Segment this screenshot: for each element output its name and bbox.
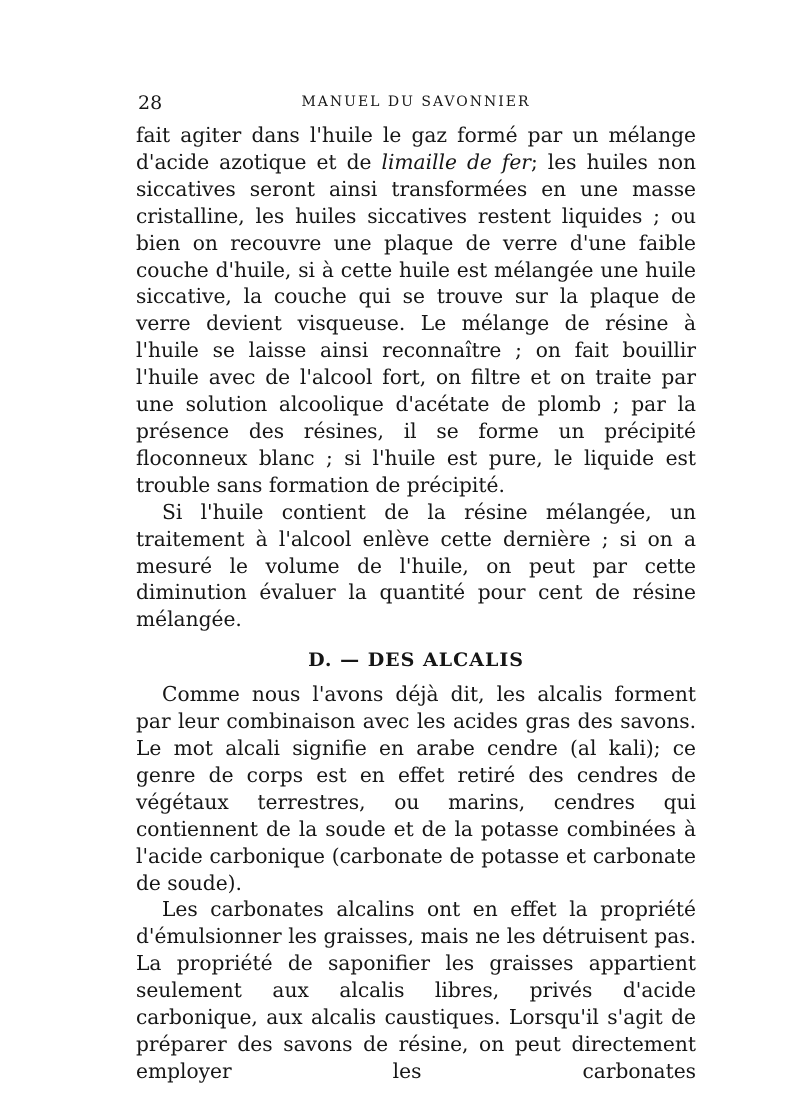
section-heading: D. — DES ALCALIS (308, 649, 524, 672)
italic-term-limaille-de-fer: limaille de fer (381, 149, 531, 174)
paragraph-oil-tests-part-1: fait agiter dans l'huile le gaz formé par un mélange d'acide azotique et de (136, 123, 696, 174)
paragraph-resin-measure: Si l'huile contient de la résine mélangée, un traitement à l'alcool enlève cette dernière ; si on a mesuré le volume de l'huile, on peut par cette diminution évaluer la quantité pour cent de résine mélangée. (136, 499, 696, 632)
paragraph-alkalis-intro: Comme nous l'avons déjà dit, les alcalis forment par leur combinaison avec les acides gras des savons. Le mot alcali signifie en arabe cendre (al kali); ce genre de corps est en effet retiré des cendres de végétaux terrestres, ou marins, cendres qui contiennent de la soude et de la potasse combinées à l'acide carbonique (carbonate de potasse et carbonate de soude). (136, 682, 696, 895)
paragraph-carbonates: Les carbonates alcalins ont en effet la propriété d'émulsionner les graisses, mais ne les détruisent pas. La propriété de saponifier les graisses appartient seulement aux alcalis libres, privés d'acide carbonique, aux alcalis caustiques. Lorsqu'il s'agit de préparer des savons de résine, on peut directement employer les carbonates (136, 897, 696, 1083)
book-page (136, 92, 696, 1085)
page-number: 28 (138, 92, 163, 114)
paragraph-oil-tests-part-2: ; les huiles non siccatives seront ainsi transformées en une masse cristalline, les huiles siccatives restent liquides ; ou bien on recouvre une plaque de verre d'une faible couche d'huile, si à cette huile est mélangée une huile siccative, la couche qui se trouve sur la plaque de verre devient visqueuse. Le mélange de résine à l'huile se laisse ainsi reconnaître ; on fait bouillir l'huile avec de l'alcool fort, on filtre et on traite par une solution alcoolique d'acétate de plomb ; par la présence des résines, il se forme un précipité floconneux blanc ; si l'huile est pure, le liquide est trouble sans formation de précipité. (136, 149, 696, 497)
running-title: MANUEL DU SAVONNIER (301, 94, 531, 110)
running-head (136, 92, 696, 122)
paragraph-oil-tests (136, 122, 696, 499)
